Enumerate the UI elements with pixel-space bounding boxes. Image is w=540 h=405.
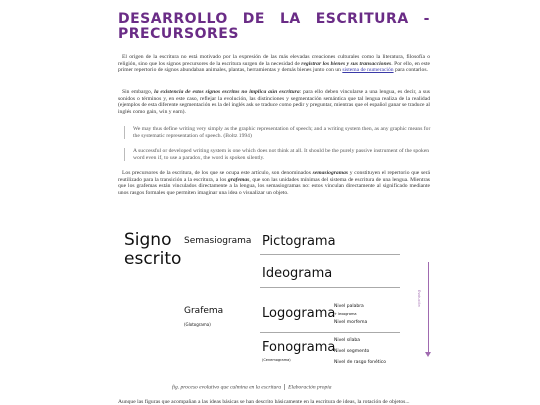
evolution-diagram <box>118 222 436 391</box>
signo-label: Signo <box>124 230 172 250</box>
title-word: DE <box>242 11 265 27</box>
semasiograma-label: Semasiograma <box>184 236 252 246</box>
fono-item: Nivel segmento <box>334 349 370 354</box>
title-word: DESARROLLO <box>118 11 228 27</box>
page-title <box>118 12 430 42</box>
logograma-label: Logograma <box>262 306 336 321</box>
glotograma-label: (Glotograma) <box>184 322 211 327</box>
escrito-label: escrito <box>124 249 182 269</box>
paragraph-2: Sin embargo, la existencia de estos signos escritos no implica aún escritura: para ello deben vincularse a una lengua, es decir, a sus sonidos o términos y, en este caso, reflejar la evolución, las distinciones y segmentación semántica que tal lengua realiza de la realidad (ejemplos de esta diferente segmentación es la del inglés ask se traduce como pedir y preguntar, mientras que el español ganar se traduce al inglés como gain, win y earn). <box>118 89 430 115</box>
numeracion-link[interactable]: sistema de numeración <box>342 67 394 74</box>
paragraph-3: Los precursores de la escritura, de los que se ocupa este artículo, son denominados semasiogramas y constituyen el repertorio que será reutilizado para la transición a la escritura, a los grafemas, que son las unidades mínimas del sistema de escritura de una lengua. Mientras que los grafemas están vinculados directamente a la lengua, los semasiogramas no: estos vinculan directamente al significado mediante unos rasgos formales que permiten imaginar una idea o visualizar un objeto. <box>118 170 430 196</box>
logo-item: Nivel palabra <box>334 304 364 309</box>
arrow-down-icon <box>425 352 431 357</box>
logo-item: + lexograma <box>334 312 357 316</box>
figure-caption: fig. proceso evolutivo que culmina en la escritura Elaboración propia <box>172 384 332 391</box>
evolution-arrow-line <box>428 262 429 354</box>
blockquote-2: A successful or developed writing system is one which does not think at all. It should be the purely passive instrument of the spoken word even if, to use a paradox, the word is spoken silently. <box>124 148 433 161</box>
evolution-arrow-label: Evolución <box>417 290 421 307</box>
cenemograma-label: (Cenemograma) <box>262 358 291 362</box>
logo-item: Nivel morfema <box>334 320 368 325</box>
blockquote-1: We may thus define writing very simply as the graphic representation of speech; and a writing system then, as any graphic means for the systematic representation of speech. (Boltz 1994) <box>124 126 433 139</box>
ideograma-label: Ideograma <box>262 266 333 281</box>
grafema-label: Grafema <box>184 306 224 316</box>
fono-item: Nivel sílaba <box>334 338 360 343</box>
separator-line <box>260 287 400 288</box>
fonograma-label: Fonograma <box>262 340 336 355</box>
fono-item: Nivel de rasgo fonético <box>334 360 386 365</box>
caption-divider <box>284 384 285 390</box>
title-line-2: PRECURSORES <box>118 26 239 42</box>
title-word: LA <box>279 11 301 27</box>
paragraph-1: El origen de la escritura no está motivado por la expresión de las más elevadas creaciones culturales como la literatura, filosofía o religión, sino que los signos precursores de la escritura surgen de la necesidad de registrar los bienes y sus transacciones. Por ello, en este primer repertorio de signos abundaban animales, plantas, herramientas y demás bienes junto con un sistema de numeración para contarlos. <box>118 54 430 74</box>
pictograma-label: Pictograma <box>262 234 336 249</box>
title-word: - <box>423 11 430 27</box>
separator-line <box>260 332 400 333</box>
cutoff-text-line: Aunque las figuras que acompañan a las ideas básicas se han descrito básicamente en la escritura de ideas, la rotación de objetos... <box>118 399 410 405</box>
separator-line <box>260 254 400 255</box>
title-word: ESCRITURA <box>315 11 409 27</box>
